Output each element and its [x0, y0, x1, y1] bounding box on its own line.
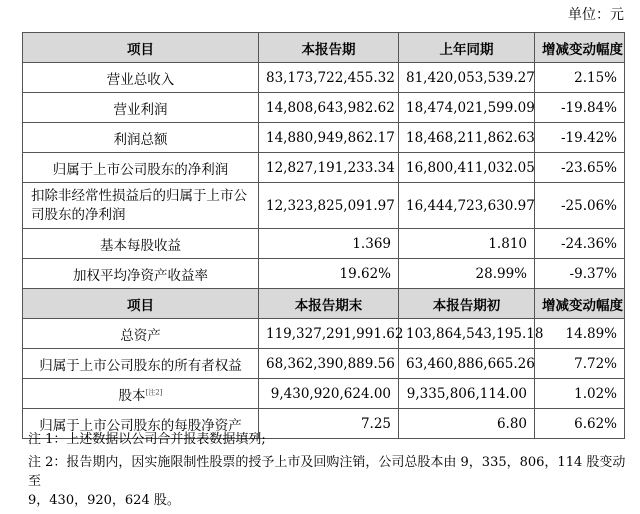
prior-value: 103,864,543,195.18	[399, 319, 535, 349]
prior-value: 9,335,806,114.00	[399, 379, 535, 409]
unit-label: 单位：元	[568, 7, 624, 23]
row-label-with-note	[23, 379, 259, 409]
footnotes	[28, 430, 628, 514]
header-cell-period-end: 本报告期末	[259, 289, 399, 319]
current-value: 83,173,722,455.32	[259, 63, 399, 93]
table-row	[23, 379, 625, 409]
change-value: 14.89%	[535, 319, 625, 349]
row-label: 利润总额	[23, 123, 259, 153]
row-label: 归属于上市公司股东的所有者权益	[23, 349, 259, 379]
current-value: 14,808,643,982.62	[259, 93, 399, 123]
change-value: 1.02%	[535, 379, 625, 409]
prior-value: 18,468,211,862.63	[399, 123, 535, 153]
financial-summary-table	[22, 32, 625, 439]
footnote-2	[28, 453, 628, 510]
change-value: 2.15%	[535, 63, 625, 93]
row-label: 营业利润	[23, 93, 259, 123]
row-label: 股本	[118, 387, 146, 404]
footnote-marker: [注2]	[145, 388, 163, 396]
current-value: 14,880,949,862.17	[259, 123, 399, 153]
table-row	[23, 183, 625, 229]
current-value: 68,362,390,889.56	[259, 349, 399, 379]
change-value: -24.36%	[535, 229, 625, 259]
table-header-row	[23, 289, 625, 319]
header-cell-current-period: 本报告期	[259, 33, 399, 63]
table-row	[23, 123, 625, 153]
footnote-2-line-2: 9，430，920，624 股。	[28, 493, 180, 508]
prior-value: 63,460,886,665.26	[399, 349, 535, 379]
current-value: 7.25	[259, 409, 399, 439]
table-row	[23, 63, 625, 93]
prior-value: 16,444,723,630.97	[399, 183, 535, 229]
footnote-1: 注 1：上述数据以公司合并报表数据填列;	[28, 432, 266, 447]
row-label: 总资产	[23, 319, 259, 349]
change-value: -9.37%	[535, 259, 625, 289]
current-value: 12,323,825,091.97	[259, 183, 399, 229]
table-row	[23, 259, 625, 289]
prior-value: 16,800,411,032.05	[399, 153, 535, 183]
table-row	[23, 229, 625, 259]
current-value: 119,327,291,991.62	[259, 319, 399, 349]
footnote-2-line-1: 注 2：报告期内，因实施限制性股票的授予上市及回购注销，公司总股本由 9，335，806，114 股变动至	[28, 455, 626, 489]
header-cell-change: 增减变动幅度	[535, 33, 625, 63]
table-row	[23, 153, 625, 183]
row-label: 营业总收入	[23, 63, 259, 93]
row-label: 基本每股收益	[23, 229, 259, 259]
row-label: 加权平均净资产收益率	[23, 259, 259, 289]
header-cell-item: 项目	[23, 33, 259, 63]
header-cell-item: 项目	[23, 289, 259, 319]
prior-value: 18,474,021,599.09	[399, 93, 535, 123]
header-cell-change: 增减变动幅度	[535, 289, 625, 319]
row-label: 归属于上市公司股东的每股净资产	[23, 409, 259, 439]
change-value: -25.06%	[535, 183, 625, 229]
table-row	[23, 319, 625, 349]
prior-value: 28.99%	[399, 259, 535, 289]
row-label: 扣除非经常性损益后的归属于上市公司股东的净利润	[23, 183, 259, 229]
header-cell-prior-period: 上年同期	[399, 33, 535, 63]
row-label: 归属于上市公司股东的净利润	[23, 153, 259, 183]
change-value: 7.72%	[535, 349, 625, 379]
change-value: -19.84%	[535, 93, 625, 123]
prior-value: 6.80	[399, 409, 535, 439]
change-value: 6.62%	[535, 409, 625, 439]
current-value: 19.62%	[259, 259, 399, 289]
prior-value: 81,420,053,539.27	[399, 63, 535, 93]
current-value: 9,430,920,624.00	[259, 379, 399, 409]
table-row	[23, 349, 625, 379]
table-row	[23, 93, 625, 123]
header-cell-period-start: 本报告期初	[399, 289, 535, 319]
current-value: 1.369	[259, 229, 399, 259]
current-value: 12,827,191,233.34	[259, 153, 399, 183]
table-header-row	[23, 33, 625, 63]
change-value: -23.65%	[535, 153, 625, 183]
prior-value: 1.810	[399, 229, 535, 259]
change-value: -19.42%	[535, 123, 625, 153]
